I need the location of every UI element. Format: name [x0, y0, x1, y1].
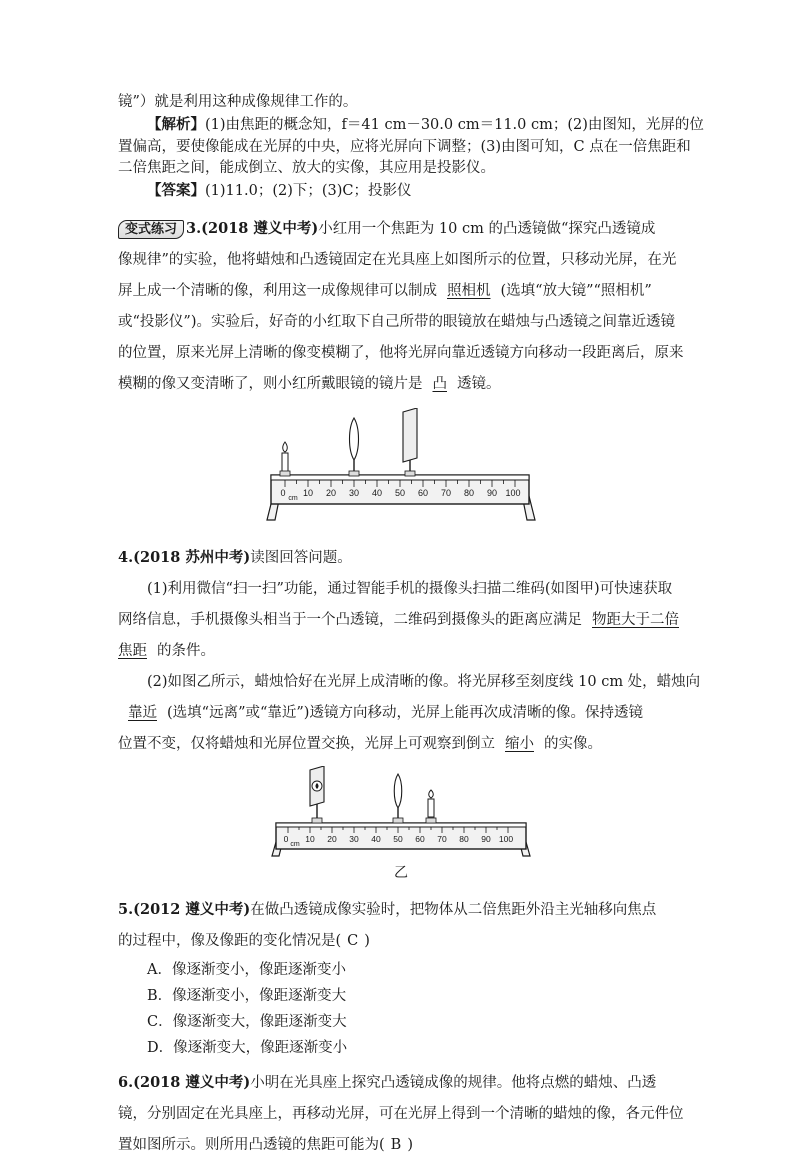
question-5	[118, 894, 684, 1061]
q3-text-6a: 模糊的像又变清晰了，则小红所戴眼镜的镜片是	[118, 375, 423, 392]
scale2-label-30: 30	[349, 833, 359, 844]
q4-text-3a: 位置不变，仅将蜡烛和光屏位置交换，光屏上可观察到倒立	[118, 735, 495, 752]
scale-label-90: 90	[486, 487, 498, 498]
q3-line-5: 的位置，原来光屏上清晰的像变模糊了，他将光屏向靠近透镜方向移动一段距离后，原来	[118, 344, 684, 361]
convex-lens-2	[393, 774, 403, 823]
continuation-line: 镜”）就是利用这种成像规律工作的。	[118, 94, 358, 110]
q3-answer-2: 凸	[432, 375, 447, 392]
optical-bench-figure-1	[261, 408, 541, 528]
q3-answer-1: 照相机	[447, 282, 491, 299]
scale-label-0: 0	[280, 487, 286, 498]
candle-2	[426, 790, 436, 823]
q6-text-1: 小明在光具座上探究凸透镜成像的规律。他将点燃的蜡烛、凸透	[250, 1074, 657, 1091]
analysis-tag: 【解析】	[147, 115, 205, 133]
q6-line-1	[118, 1067, 684, 1099]
q5-text-2b: )	[364, 932, 370, 949]
q3-line-6	[118, 369, 684, 400]
scale2-label-100: 100	[498, 833, 514, 844]
scale-label-20: 20	[325, 487, 337, 498]
variant-practice-badge: 变式练习	[118, 220, 184, 239]
q4-answer-2: 靠近	[128, 704, 157, 721]
q4-part2-line-1: (2)如图乙所示，蜡烛恰好在光屏上成清晰的像。将光屏移至刻度线 10 cm 处，蜡烛向	[147, 673, 701, 690]
question-4	[118, 542, 701, 884]
q3-text-3a: 屏上成一个清晰的像，利用这一成像规律可以制成	[118, 282, 437, 299]
q4-part2-line-2	[118, 698, 684, 729]
question-6	[118, 1067, 684, 1161]
scale-label-100: 100	[505, 487, 521, 498]
scale2-label-unit: cm	[290, 840, 300, 848]
scale-label-10: 10	[302, 487, 314, 498]
convex-lens	[349, 418, 359, 476]
analysis-line-3: 二倍焦距之间，能成倒立、放大的实像，其应用是投影仪。	[118, 160, 495, 177]
q4-part1-line-2	[118, 605, 684, 636]
q5-line-1	[118, 894, 684, 926]
scale-label-unit: cm	[288, 494, 298, 502]
figure-2-caption: 乙	[394, 864, 408, 881]
q6-number: 6.	[118, 1073, 134, 1091]
q4-text-1a: 网络信息，手机摄像头相当于一个凸透镜，二维码到摄像头的距离应满足	[118, 611, 582, 628]
q4-line-1	[118, 542, 684, 574]
scale2-label-90: 90	[481, 833, 491, 844]
scale2-label-50: 50	[393, 833, 403, 844]
q4-text-2b: (选填“远离”或“靠近”)透镜方向移动，光屏上能再次成清晰的像。保持透镜	[167, 704, 643, 721]
page	[118, 92, 704, 1161]
scale2-label-70: 70	[437, 833, 447, 844]
light-screen	[403, 408, 417, 476]
q6-source: (2018 遵义中考)	[133, 1073, 251, 1091]
scale2-label-60: 60	[415, 833, 425, 844]
q5-text-1: 在做凸透镜成像实验时，把物体从二倍焦距外沿主光轴移向焦点	[250, 901, 657, 918]
optical-bench-figure-2	[266, 766, 536, 861]
q5-option-a: A．像逐渐变小，像距逐渐变小	[147, 961, 346, 978]
q4-text-1b: 的条件。	[157, 642, 215, 659]
answer-tag: 【答案】	[147, 182, 205, 199]
light-screen-2	[310, 766, 324, 823]
q4-intro: 读图回答问题。	[250, 549, 352, 566]
question-3	[118, 213, 684, 528]
scale2-label-40: 40	[371, 833, 381, 844]
scale2-label-20: 20	[327, 833, 337, 844]
q4-answer-3: 缩小	[505, 735, 534, 752]
q6-text-3a: 置如图所示。则所用凸透镜的焦距可能为(	[118, 1136, 385, 1153]
analysis-line-2: 置偏高，要使像能成在光屏的中央，应将光屏向下调整；(3)由图可知，C 点在一倍焦距和	[118, 138, 691, 155]
scale2-label-0: 0	[283, 833, 289, 844]
scale-label-60: 60	[417, 487, 429, 498]
q3-line-4: 或“投影仪”)。实验后，好奇的小红取下自己所带的眼镜放在蜡烛与凸透镜之间靠近透镜	[118, 313, 675, 330]
scale2-label-10: 10	[305, 833, 315, 844]
q5-option-d: D．像逐渐变大，像距逐渐变小	[147, 1039, 348, 1056]
q4-number: 4.	[118, 548, 134, 566]
q4-answer-1b: 焦距	[118, 642, 147, 659]
q3-line-2: 像规律”的实验，他将蜡烛和凸透镜固定在光具座上如图所示的位置，只移动光屏，在光	[118, 251, 677, 268]
q4-part1-line-3	[118, 636, 684, 667]
q4-answer-1a: 物距大于二倍	[592, 611, 679, 628]
scale-label-40: 40	[371, 487, 383, 498]
q5-number: 5.	[118, 900, 134, 918]
scale-label-30: 30	[348, 487, 360, 498]
answer-line	[118, 180, 684, 203]
q4-source: (2018 苏州中考)	[133, 548, 251, 566]
q4-part1-line-1: (1)利用微信“扫一扫”功能，通过智能手机的摄像头扫描二维码(如图甲)可快速获取	[147, 580, 673, 597]
q6-text-3b: )	[407, 1136, 413, 1153]
q6-answer: B	[390, 1136, 402, 1153]
q5-line-2	[118, 926, 684, 957]
q3-number: 3.	[186, 219, 202, 237]
q5-text-2a: 的过程中，像及像距的变化情况是(	[118, 932, 342, 949]
q3-text-1: 小红用一个焦距为 10 cm 的凸透镜做“探究凸透镜成	[318, 220, 656, 237]
analysis-text-1: (1)由焦距的概念知，f＝41 cm－30.0 cm＝11.0 cm；(2)由图知，光屏的位	[205, 116, 704, 133]
q6-line-2: 镜，分别固定在光具座上，再移动光屏，可在光屏上得到一个清晰的蜡烛的像，各元件位	[118, 1105, 684, 1122]
scale-label-80: 80	[463, 487, 475, 498]
candle	[280, 442, 290, 476]
q4-part2-line-3	[118, 729, 684, 760]
q5-answer: C	[347, 932, 359, 949]
q5-option-b: B．像逐渐变小，像距逐渐变大	[147, 987, 347, 1004]
analysis-line-1	[118, 114, 704, 137]
q3-text-6b: 透镜。	[457, 375, 501, 392]
q5-source: (2012 遵义中考)	[133, 900, 251, 918]
answer-text: (1)11.0；(2)下；(3)C；投影仪	[205, 183, 412, 199]
q3-line-3	[118, 276, 684, 307]
q4-text-3b: 的实像。	[544, 735, 602, 752]
scale-label-50: 50	[394, 487, 406, 498]
q3-text-3b: (选填“放大镜”“照相机”	[500, 282, 652, 299]
scale-label-70: 70	[440, 487, 452, 498]
q3-source: (2018 遵义中考)	[201, 219, 319, 237]
q3-line-1	[118, 213, 684, 245]
scale2-label-80: 80	[459, 833, 469, 844]
q6-line-3	[118, 1130, 684, 1161]
q5-option-c: C．像逐渐变大，像距逐渐变大	[147, 1013, 347, 1030]
